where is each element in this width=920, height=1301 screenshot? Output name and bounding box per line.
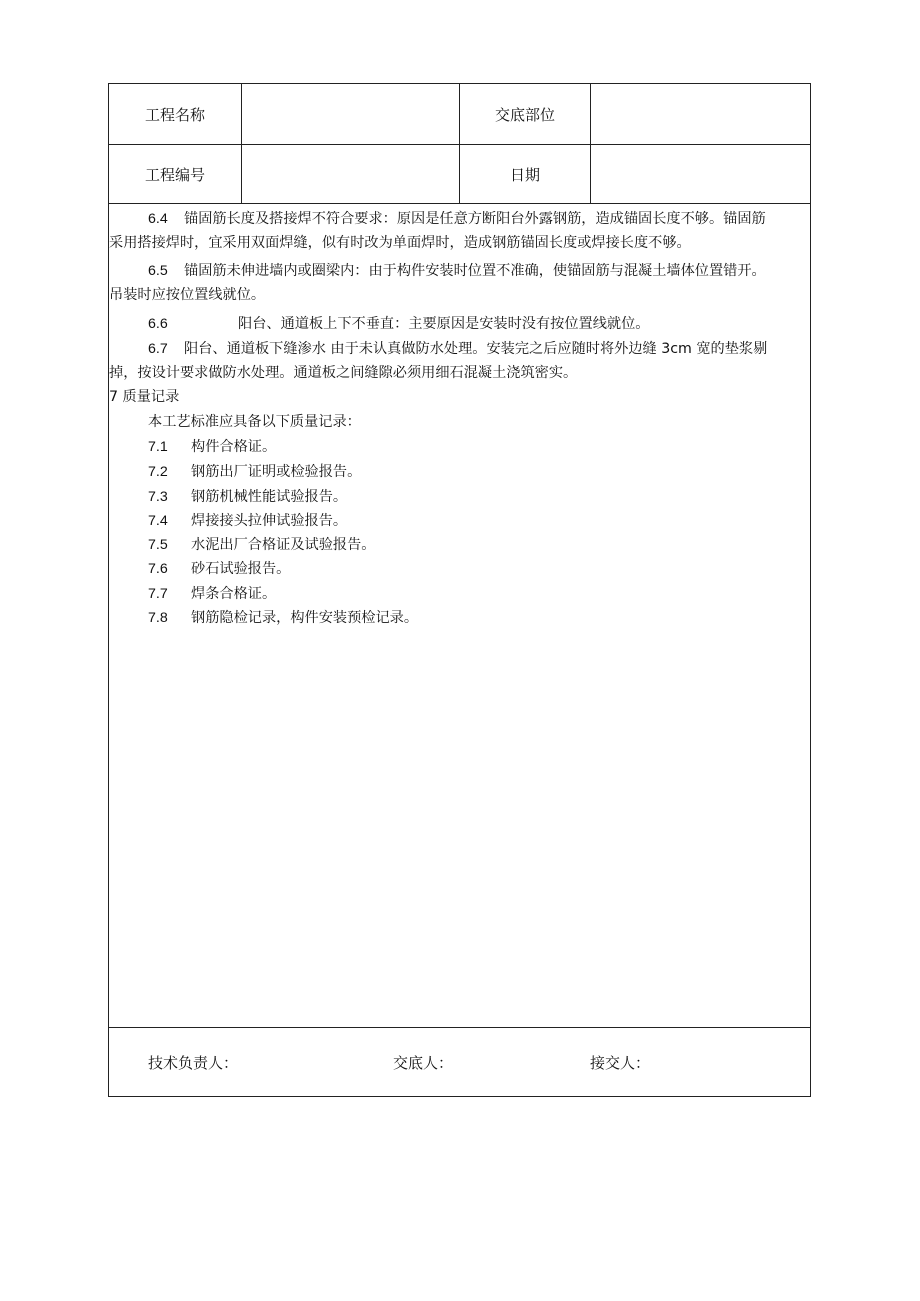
header-row-1 xyxy=(109,84,810,145)
item-6-7-line-1 xyxy=(109,337,850,361)
item-number: 7.7 xyxy=(148,586,168,602)
disclosure-content xyxy=(109,204,810,1028)
section-7-title: 7 质量记录 xyxy=(109,389,180,405)
item-number: 7.3 xyxy=(148,489,168,505)
item-text: 焊条合格证。 xyxy=(191,586,277,602)
item-text: 焊接接头拉伸试验报告。 xyxy=(191,513,348,529)
item-6-4-line-1 xyxy=(109,207,850,231)
item-number: 6.4 xyxy=(148,211,168,227)
item-number: 7.8 xyxy=(148,610,168,626)
record-item xyxy=(109,509,850,533)
item-6-5-line-2: 吊装时应按位置线就位。 xyxy=(109,287,266,303)
handover-part-label: 交底部位 xyxy=(460,84,591,144)
item-number: 6.7 xyxy=(148,341,168,357)
project-name-value[interactable] xyxy=(242,84,460,144)
project-name-label: 工程名称 xyxy=(109,84,242,144)
item-number: 7.4 xyxy=(148,513,168,529)
item-text: 锚固筋未伸进墙内或圈梁内：由于构件安装时位置不准确，使锚固筋与混凝土墙体位置错开。 xyxy=(184,263,766,279)
item-text: 阳台、通道板上下不垂直：主要原因是安装时没有按位置线就位。 xyxy=(238,316,650,332)
record-item xyxy=(109,460,850,484)
date-label: 日期 xyxy=(460,145,591,203)
item-6-5-line-1 xyxy=(109,259,850,283)
header-row-2 xyxy=(109,145,810,204)
item-text: 钢筋机械性能试验报告。 xyxy=(191,489,348,505)
record-item xyxy=(109,435,850,459)
item-6-7-line-2: 掉，按设计要求做防水处理。通道板之间缝隙必须用细石混凝土浇筑密实。 xyxy=(109,365,578,381)
technical-disclosure-form xyxy=(108,83,811,1097)
record-item xyxy=(109,557,850,581)
item-number: 7.2 xyxy=(148,464,168,480)
record-item xyxy=(109,582,850,606)
project-number-label: 工程编号 xyxy=(109,145,242,203)
item-6-4-line-2: 采用搭接焊时，宜采用双面焊缝，似有时改为单面焊时，造成钢筋锚固长度或焊接长度不够。 xyxy=(109,235,691,251)
item-number: 6.5 xyxy=(148,263,168,279)
item-text: 砂石试验报告。 xyxy=(191,561,291,577)
record-item xyxy=(109,533,850,557)
tech-lead-signature-label: 技术负责人： xyxy=(148,1054,239,1072)
item-text: 锚固筋长度及搭接焊不符合要求：原因是任意方断阳台外露钢筋，造成锚固长度不够。锚固筋 xyxy=(184,211,766,227)
item-text: 钢筋隐检记录，构件安装预检记录。 xyxy=(191,610,419,626)
item-number: 7.1 xyxy=(148,439,168,455)
record-item xyxy=(109,485,850,509)
item-number: 6.6 xyxy=(148,316,168,332)
item-number: 7.5 xyxy=(148,537,168,553)
discloser-signature-label: 交底人： xyxy=(393,1054,454,1072)
item-6-6-line-1 xyxy=(109,312,850,336)
item-text: 钢筋出厂证明或检验报告。 xyxy=(191,464,362,480)
item-text: 阳台、通道板下缝渗水 由于未认真做防水处理。安装完之后应随时将外边缝 3cm 宽的垫浆剔 xyxy=(184,341,768,357)
handover-part-value[interactable] xyxy=(591,84,811,144)
signature-row xyxy=(109,1028,810,1096)
section-7-intro: 本工艺标准应具备以下质量记录： xyxy=(148,414,361,430)
record-item xyxy=(109,606,850,630)
item-text: 构件合格证。 xyxy=(191,439,277,455)
date-value[interactable] xyxy=(591,145,811,203)
item-text: 水泥出厂合格证及试验报告。 xyxy=(191,537,376,553)
project-number-value[interactable] xyxy=(242,145,460,203)
item-number: 7.6 xyxy=(148,561,168,577)
receiver-signature-label: 接交人： xyxy=(590,1054,651,1072)
